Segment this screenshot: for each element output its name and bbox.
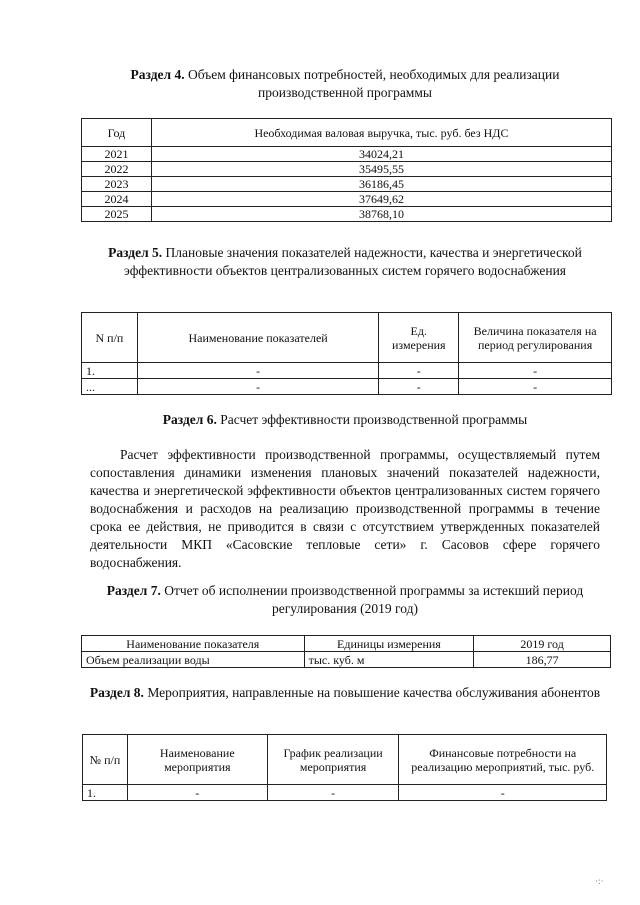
table-row — [82, 379, 612, 395]
scan-speck: ·:· — [595, 876, 604, 886]
section8-title-rest: Мероприятия, направленные на повышение качества обслуживания абонентов — [143, 685, 601, 700]
measure-cell: - — [127, 785, 267, 801]
table-row — [82, 652, 611, 668]
year-cell: 2024 — [82, 192, 152, 207]
section4-table — [81, 118, 612, 222]
section4-heading — [80, 66, 610, 102]
table-row — [82, 363, 612, 379]
name-cell: - — [137, 363, 378, 379]
header-cell: Финансовые потребности на реализацию мероприятий, тыс. руб. — [399, 735, 607, 785]
section6-title-bold: Раздел 6. — [162, 412, 217, 427]
header-cell: Величина показателя на период регулирования — [459, 313, 612, 363]
table-header-row — [82, 636, 611, 652]
section6-heading — [80, 411, 610, 429]
header-cell: № п/п — [83, 735, 128, 785]
name-cell: - — [137, 379, 378, 395]
year-cell: 2025 — [82, 207, 152, 222]
table-row — [82, 177, 612, 192]
header-cell: Единицы измерения — [304, 636, 474, 652]
value-cell: 34024,21 — [151, 147, 611, 162]
section5-title-rest: Плановые значения показателей надежности, качества и энергетической эффективности объектов централизованных систем горячего водоснабжения — [124, 245, 582, 278]
unit-cell: - — [379, 379, 459, 395]
year-cell: 2023 — [82, 177, 152, 192]
section7-table — [81, 635, 611, 668]
value-cell: 37649,62 — [151, 192, 611, 207]
section8-heading — [80, 684, 610, 702]
value-cell: 38768,10 — [151, 207, 611, 222]
section5-heading — [80, 244, 610, 280]
unit-cell: тыс. куб. м — [304, 652, 474, 668]
table-header-row — [82, 313, 612, 363]
header-cell: N п/п — [82, 313, 138, 363]
table-header-row — [83, 735, 607, 785]
header-cell: Ед. измерения — [379, 313, 459, 363]
header-cell: 2019 год — [474, 636, 611, 652]
header-cell: Год — [82, 119, 152, 147]
table-header-row — [82, 119, 612, 147]
section5-title-bold: Раздел 5. — [108, 245, 163, 260]
value-cell: - — [459, 363, 612, 379]
schedule-cell: - — [267, 785, 399, 801]
section6-title-rest: Расчет эффективности производственной программы — [216, 412, 528, 427]
section5-table — [81, 312, 612, 395]
section6-paragraph — [90, 446, 600, 572]
table-row — [82, 147, 612, 162]
section7-title-rest: Отчет об исполнении производственной программы за истекший период регулирования (2019 год) — [160, 583, 584, 616]
table-row — [82, 162, 612, 177]
table-row — [82, 192, 612, 207]
year-cell: 2021 — [82, 147, 152, 162]
header-cell: Наименование показателя — [82, 636, 305, 652]
number-cell: 1. — [83, 785, 128, 801]
indicator-cell: Объем реализации воды — [82, 652, 305, 668]
section8-table — [82, 734, 607, 801]
table-row — [83, 785, 607, 801]
finance-cell: - — [399, 785, 607, 801]
value-cell: 186,77 — [474, 652, 611, 668]
section7-title-bold: Раздел 7. — [106, 583, 161, 598]
number-cell: 1. — [82, 363, 138, 379]
header-cell: Наименование показателей — [137, 313, 378, 363]
header-cell: Наименование мероприятия — [127, 735, 267, 785]
section7-heading — [80, 582, 610, 618]
header-cell: Необходимая валовая выручка, тыс. руб. без НДС — [151, 119, 611, 147]
value-cell: 35495,55 — [151, 162, 611, 177]
section6-paragraph-text: Расчет эффективности производственной программы, осуществляемый путем сопоставления динамики изменения плановых значений показателей надежности, качества и энергетической эффективности объектов централизованных систем горячего водоснабжения и расходов на реализацию производственной программы в течение срока ее действия, не приводится в связи с отсутствием утвержденных показателей деятельности МКП «Сасовские тепловые сети» г. Сасовов сфере горячего водоснабжения. — [90, 447, 600, 570]
number-cell: ... — [82, 379, 138, 395]
value-cell: 36186,45 — [151, 177, 611, 192]
value-cell: - — [459, 379, 612, 395]
section4-title-bold: Раздел 4. — [130, 67, 185, 82]
section4-title-rest: Объем финансовых потребностей, необходимых для реализации производственной программы — [184, 67, 560, 100]
year-cell: 2022 — [82, 162, 152, 177]
unit-cell: - — [379, 363, 459, 379]
header-cell: График реализации мероприятия — [267, 735, 399, 785]
section8-title-bold: Раздел 8. — [89, 685, 144, 700]
table-row — [82, 207, 612, 222]
